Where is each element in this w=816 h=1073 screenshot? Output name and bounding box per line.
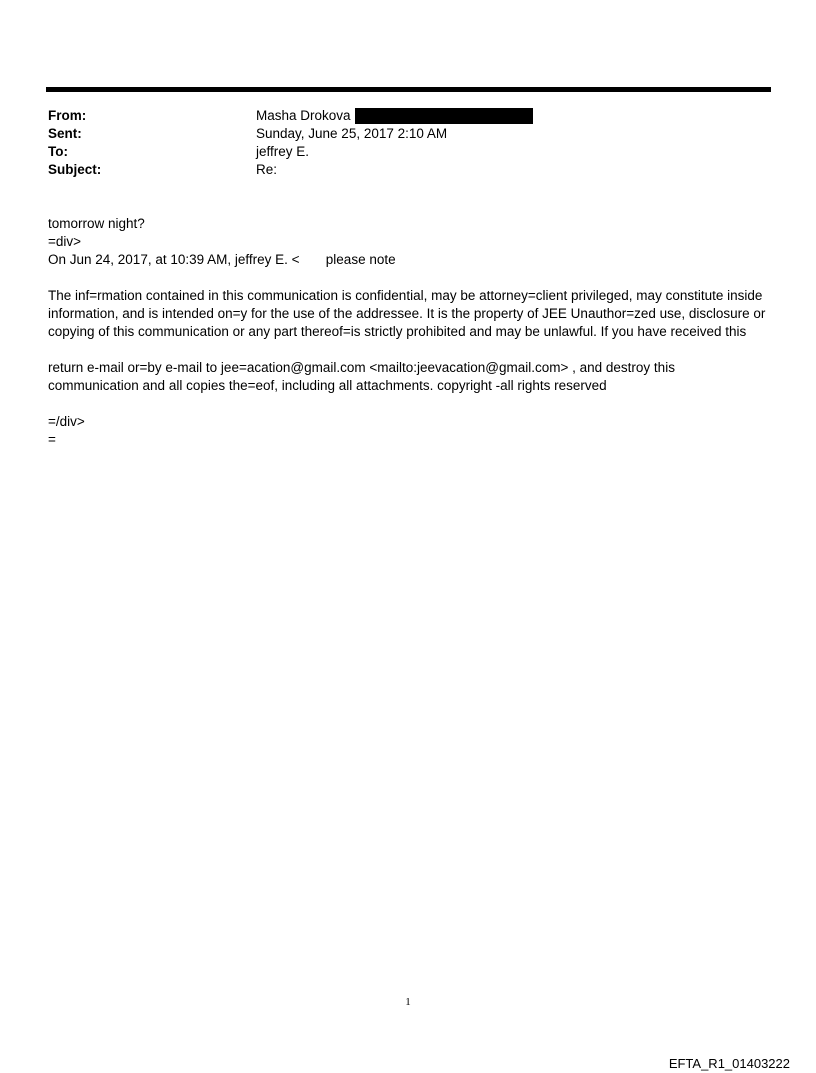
subject-value: Re: xyxy=(256,162,278,177)
subject-label: Subject: xyxy=(48,162,102,177)
subject-row xyxy=(48,161,748,179)
to-label: To: xyxy=(48,144,68,159)
confidentiality-paragraph: The inf=rmation contained in this communication is confidential, may be attorney=client privileged, may constitute inside information, and is intended on=y for the use of the addressee. It is the property of JEE Unauthor=zed use, disclosure or copying of this communication or any part thereof=is strictly prohibited and may be unlawful. If you have received this xyxy=(48,288,766,339)
to-value: jeffrey E. xyxy=(256,144,310,159)
bates-number: EFTA_R1_01403222 xyxy=(668,1056,790,1071)
sender-name: Masha Drokova xyxy=(256,108,351,123)
body-line: On Jun 24, 2017, at 10:39 AM, jeffrey E. < please note xyxy=(48,252,396,267)
sent-label: Sent: xyxy=(48,126,82,141)
body-line: =div> xyxy=(48,234,82,249)
from-value xyxy=(256,107,533,125)
body-line: =/div> xyxy=(48,414,85,429)
from-row xyxy=(48,107,748,125)
to-row xyxy=(48,143,748,161)
sent-value: Sunday, June 25, 2017 2:10 AM xyxy=(256,126,448,141)
contact-paragraph: return e-mail or=by e-mail to jee=acation@gmail.com <mailto:jeevacation@gmail.com> , and destroy this communication and all copies the=eof, including all attachments. copyright -all rights reserved xyxy=(48,360,675,393)
header-rule xyxy=(46,87,771,92)
email-header xyxy=(48,107,748,179)
body-line: tomorrow night? xyxy=(48,216,145,231)
from-label: From: xyxy=(48,108,87,123)
email-body xyxy=(48,215,768,449)
sent-row xyxy=(48,125,748,143)
redaction-box xyxy=(355,108,533,124)
body-line: = xyxy=(48,432,56,447)
page-number: 1 xyxy=(405,996,411,1008)
